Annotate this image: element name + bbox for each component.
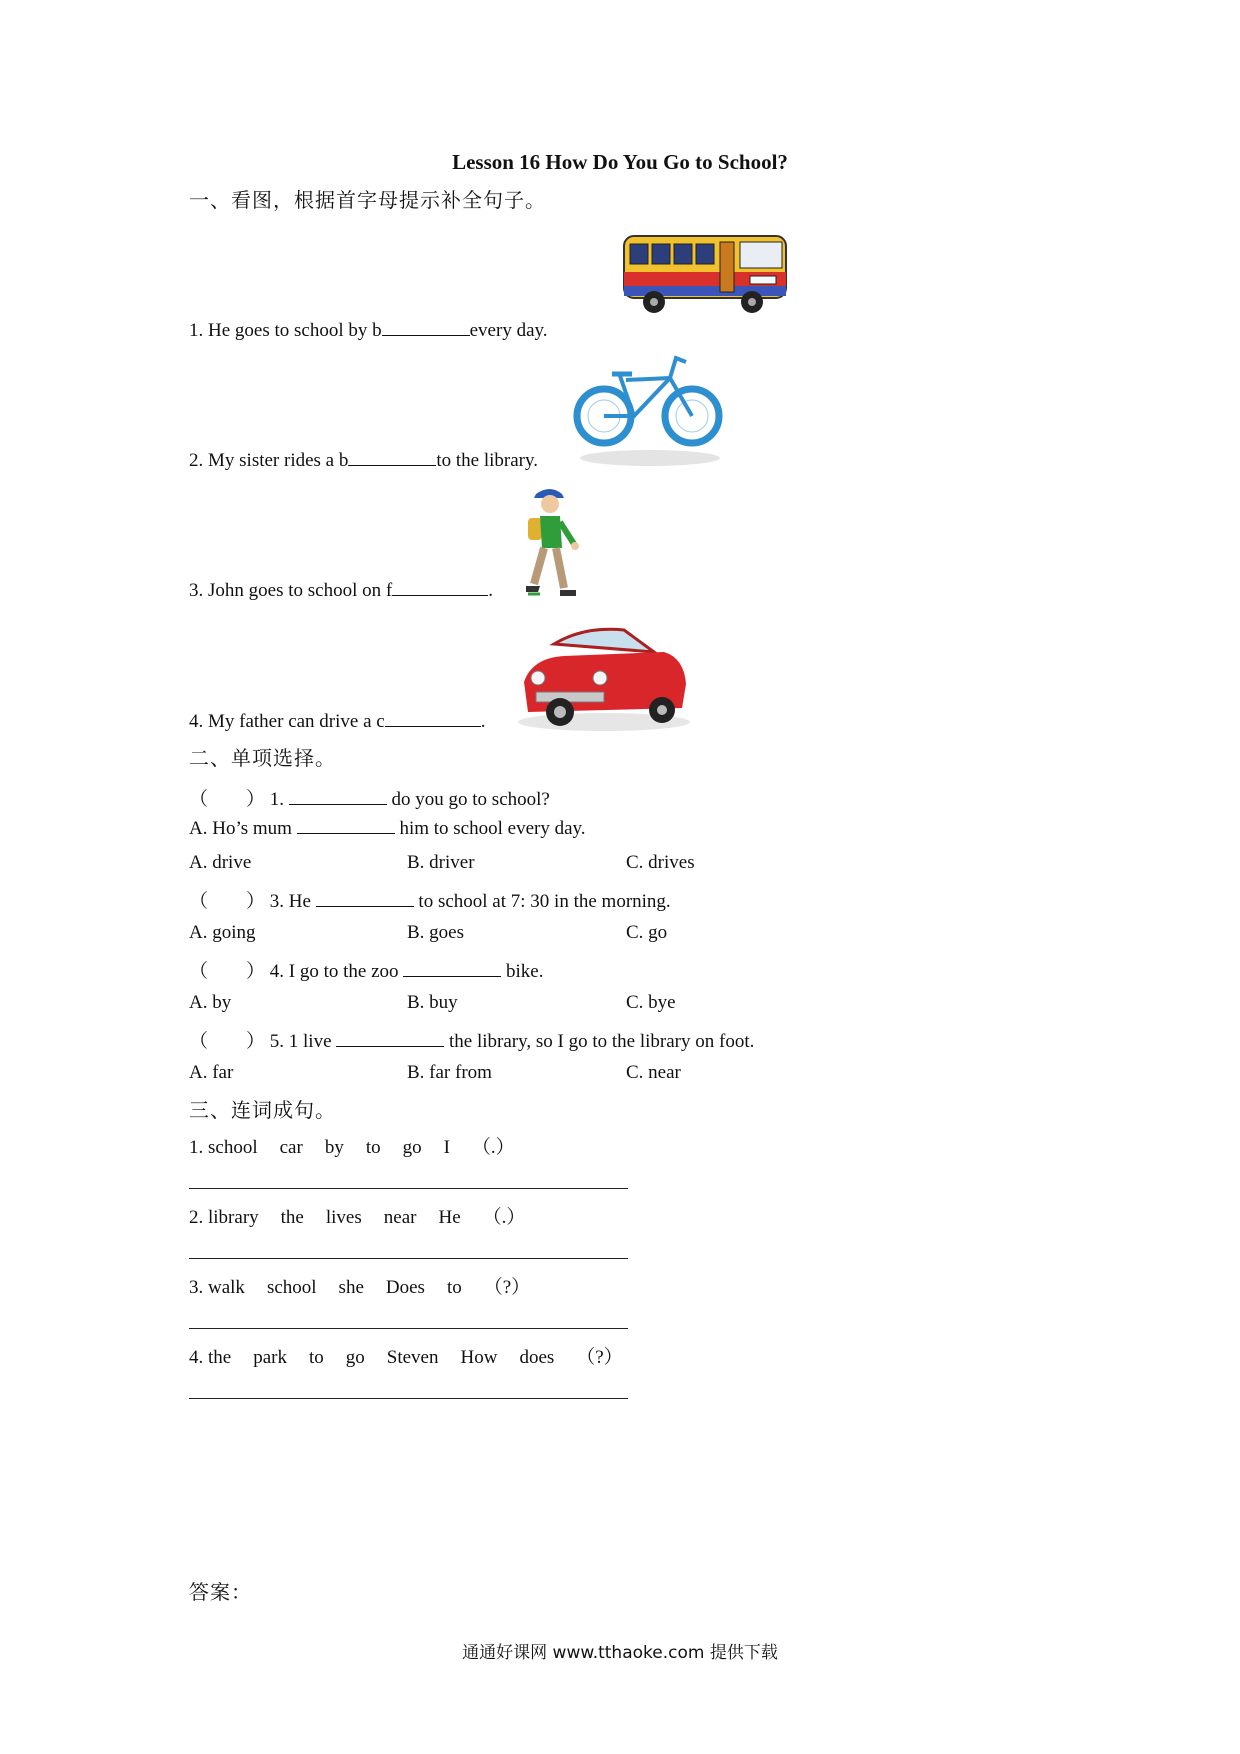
s1-item-1-blank[interactable]	[382, 334, 470, 336]
s2-q2-blank[interactable]	[297, 832, 395, 834]
s2-q1-blank[interactable]	[289, 803, 387, 805]
s2-q5-option-b[interactable]: B. far from	[407, 1062, 492, 1083]
s2-q5	[189, 1026, 754, 1053]
s3-answer-line-4[interactable]	[189, 1398, 628, 1399]
s3-word: to	[308, 1347, 324, 1368]
section3-heading: 三、连词成句。	[189, 1098, 336, 1122]
section1-heading: 一、看图，根据首字母提示补全句子。	[189, 188, 546, 212]
s3-item-1	[189, 1132, 537, 1159]
s3-item-3	[189, 1272, 552, 1299]
s3-word: Steven	[386, 1347, 439, 1368]
red-car-image	[514, 622, 694, 732]
s2-q4-option-a[interactable]: A. by	[189, 992, 232, 1013]
page-title: Lesson 16 How Do You Go to School?	[452, 150, 788, 174]
s1-item-4-blank[interactable]	[385, 725, 481, 727]
s1-item-4	[189, 711, 485, 733]
s3-answer-line-2[interactable]	[189, 1258, 628, 1259]
s3-word: 4. the	[189, 1347, 232, 1368]
s2-q5-option-a[interactable]: A. far	[189, 1062, 234, 1083]
s2-q3	[189, 886, 671, 913]
s2-q1-pre: 1.	[269, 789, 285, 810]
s1-item-3-blank[interactable]	[392, 594, 488, 596]
s1-item-4-text: 4. My father can drive a c	[189, 711, 385, 732]
s2-q3-option-c[interactable]: C. go	[626, 922, 668, 943]
s2-q5-post: the library, so I go to the library on foot.	[449, 1031, 755, 1052]
s1-item-2-blank[interactable]	[348, 464, 436, 466]
s1-item-3	[189, 580, 493, 602]
s2-q4-option-c[interactable]: C. bye	[626, 992, 676, 1013]
footer-source[interactable]: 通通好课网 www.tthaoke.com 提供下载	[462, 1643, 778, 1663]
s1-item-1-post: every day.	[469, 320, 548, 341]
s3-answer-line-3[interactable]	[189, 1328, 628, 1329]
s1-item-4-post: .	[480, 711, 486, 732]
walking-boy-image	[520, 484, 584, 604]
s2-q1-post: do you go to school?	[391, 789, 550, 810]
s2-q5-option-c[interactable]: C. near	[626, 1062, 681, 1083]
s3-word: He	[438, 1207, 461, 1228]
s2-q4-paren[interactable]: （ ）	[189, 961, 266, 982]
s3-answer-line-1[interactable]	[189, 1188, 628, 1189]
s3-punct: （.）	[482, 1207, 526, 1228]
s3-word: Does	[385, 1277, 425, 1298]
s3-word: by	[324, 1137, 344, 1158]
s1-item-1	[189, 320, 548, 342]
s2-q2-post: him to school every day.	[399, 818, 586, 839]
s3-word: go	[402, 1137, 422, 1158]
s3-word: 2. library	[189, 1207, 259, 1228]
s3-punct: （.）	[471, 1137, 515, 1158]
s3-word: I	[443, 1137, 450, 1158]
s2-q3-option-a[interactable]: A. going	[189, 922, 256, 943]
s1-item-2-text: 2. My sister rides a b	[189, 450, 349, 471]
s2-q5-blank[interactable]	[336, 1045, 444, 1047]
s3-word: 1. school	[189, 1137, 258, 1158]
s2-q2-option-c[interactable]: C. drives	[626, 852, 695, 873]
s3-item-4	[189, 1342, 645, 1369]
s3-item-2	[189, 1202, 547, 1229]
s2-q3-option-b[interactable]: B. goes	[407, 922, 464, 943]
s2-q3-post: to school at 7: 30 in the morning.	[418, 891, 671, 912]
s2-q4-post: bike.	[506, 961, 544, 982]
bus-image	[620, 228, 792, 320]
s3-word: go	[345, 1347, 365, 1368]
s2-q5-pre: 5. 1 live	[269, 1031, 332, 1052]
s3-punct: （?）	[483, 1277, 531, 1298]
answer-label: 答案：	[189, 1580, 252, 1604]
s3-word: does	[519, 1347, 555, 1368]
s3-word: to	[365, 1137, 381, 1158]
s3-word: she	[338, 1277, 364, 1298]
s3-word: 3. walk	[189, 1277, 245, 1298]
s2-q4-blank[interactable]	[403, 975, 501, 977]
s1-item-2	[189, 450, 538, 472]
s2-q3-paren[interactable]: （ ）	[189, 891, 266, 912]
s2-q5-paren[interactable]: （ ）	[189, 1031, 266, 1052]
s3-word: lives	[325, 1207, 362, 1228]
s2-q3-pre: 3. He	[269, 891, 311, 912]
s1-item-2-post: to the library.	[436, 450, 539, 471]
s3-word: park	[253, 1347, 287, 1368]
s3-word: How	[460, 1347, 498, 1368]
s2-q4	[189, 956, 544, 983]
s3-word: the	[280, 1207, 304, 1228]
s2-q2-pre: A. Ho’s mum	[189, 818, 292, 839]
bicycle-image	[570, 350, 730, 470]
s3-word: to	[446, 1277, 462, 1298]
s2-q2-option-b[interactable]: B. driver	[407, 852, 475, 873]
s1-item-3-text: 3. John goes to school on f	[189, 580, 393, 601]
s1-item-1-text: 1. He goes to school by b	[189, 320, 382, 341]
s2-q1	[189, 784, 550, 811]
s2-q4-pre: 4. I go to the zoo	[269, 961, 399, 982]
s1-item-3-post: .	[488, 580, 493, 601]
s2-q3-blank[interactable]	[316, 905, 414, 907]
s2-q1-paren[interactable]: （ ）	[189, 789, 266, 810]
s3-word: near	[383, 1207, 417, 1228]
s2-q4-option-b[interactable]: B. buy	[407, 992, 458, 1013]
section2-heading: 二、单项选择。	[189, 746, 336, 770]
s2-q2	[189, 818, 586, 840]
s3-word: school	[266, 1277, 317, 1298]
s2-q2-option-a[interactable]: A. drive	[189, 852, 252, 873]
s3-punct: （?）	[576, 1347, 623, 1368]
s3-word: car	[279, 1137, 303, 1158]
